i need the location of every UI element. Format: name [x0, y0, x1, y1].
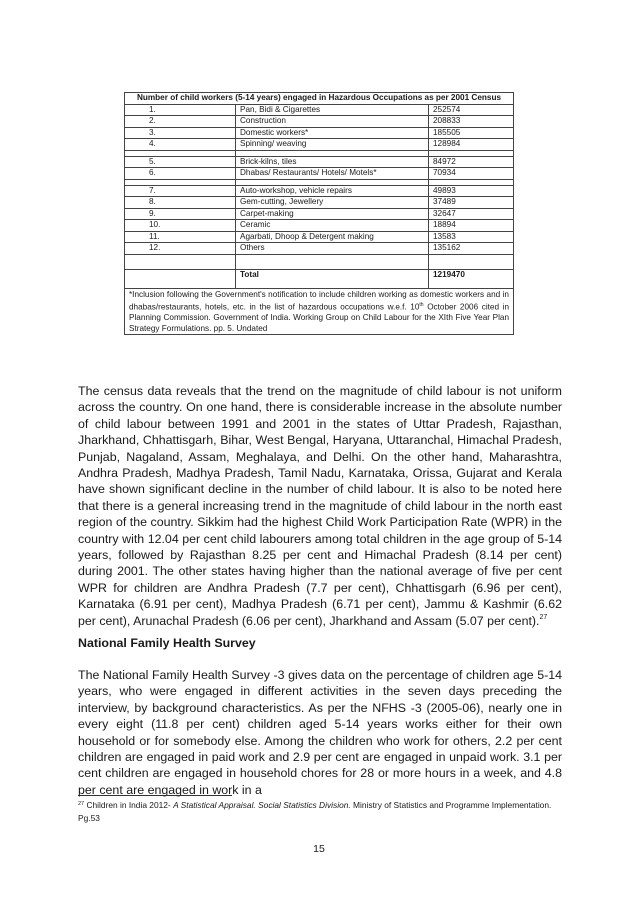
- row-count: 70934: [429, 168, 514, 180]
- page-number: 15: [313, 843, 325, 855]
- table-row: [125, 185, 514, 197]
- table-row: [125, 208, 514, 220]
- table-row: [125, 116, 514, 128]
- row-occupation: Gem-cutting, Jewellery: [236, 197, 429, 209]
- row-occupation: Carpet-making: [236, 208, 429, 220]
- table-note: *Inclusion following the Government's notification to include children working as domestic workers and in dhabas/restaurants, hotels, etc. in the list of hazardous occupations w.e.f. 10th October 2006 cited in Planning Commission. Government of India. Working Group on Child Labour for the XIth Five Year Plan Strategy Formulations. pp. 5. Undated: [125, 288, 514, 335]
- nfhs-paragraph: The National Family Health Survey -3 gives data on the percentage of children age 5-14 years, who were engaged in different activities in the seven days preceding the interview, by background characteristics. As per the NFHS -3 (2005-06), nearly one in every eight (11.8 per cent) children aged 5-14 years works either for their own household or for somebody else. Among the children who work for others, 2.2 per cent children are engaged in paid work and 2.9 per cent are engaged in unpaid work. 3.1 per cent children are engaged in household chores for 28 or more hours in a week, and 4.8 per cent are engaged in work in a: [78, 668, 562, 797]
- row-number: 9.: [125, 208, 236, 220]
- row-number: 8.: [125, 197, 236, 209]
- census-paragraph: The census data reveals that the trend on the magnitude of child labour is not uniform across the country. On one hand, there is considerable increase in the absolute number of child labour between 1991 and 2001 in the states of Uttar Pradesh, Rajasthan, Jharkhand, Chhattisgarh, Bihar, West Bengal, Haryana, Uttaranchal, Himachal Pradesh, Punjab, Nagaland, Assam, Meghalaya, and Delhi. On the other hand, Maharashtra, Andhra Pradesh, Madhya Pradesh, Tamil Nadu, Karnataka, Orissa, Gujarat and Kerala have shown significant decline in the number of child labour. It is also to be noted here that there is a general increasing trend in the magnitude of child labour in the north east region of the country. Sikkim had the highest Child Work Participation Rate (WPR) in the country with 12.04 per cent child labourers among total children in the age group of 5-14 years, followed by Rajasthan 8.25 per cent and Himachal Pradesh (8.14 per cent) during 2001. The other states having higher than the national average of five per cent WPR for children are Andhra Pradesh (7.7 per cent), Chhattisgarh (6.96 per cent), Karnataka (6.91 per cent), Madhya Pradesh (6.71 per cent), Jammu & Kashmir (6.62 per cent), Arunachal Pradesh (6.06 per cent), Jharkhand and Assam (5.07 per cent).$^{27}$: [78, 384, 562, 628]
- table-row: [125, 168, 514, 180]
- row-occupation: Others: [236, 243, 429, 255]
- row-count: 49893: [429, 185, 514, 197]
- row-occupation: Auto-workshop, vehicle repairs: [236, 185, 429, 197]
- row-count: 18894: [429, 220, 514, 232]
- row-number: 4.: [125, 139, 236, 151]
- row-occupation: Brick-kilns, tiles: [236, 156, 429, 168]
- row-count: 13583: [429, 231, 514, 243]
- row-occupation: Agarbati, Dhoop & Detergent making: [236, 231, 429, 243]
- footnote-divider: [78, 795, 232, 796]
- table-row: [125, 104, 514, 116]
- row-count: 185505: [429, 127, 514, 139]
- table-spacer-row: [125, 254, 514, 269]
- table-row: [125, 231, 514, 243]
- footnote: $^{27}$ Children in India 2012- A Statistical Appraisal. Social Statistics Division. Ministry of Statistics and Programme Implementation. Pg.53: [78, 800, 552, 823]
- table-note-row: [125, 288, 514, 335]
- section-heading: National Family Health Survey: [78, 636, 256, 650]
- row-number: 5.: [125, 156, 236, 168]
- table-row: [125, 156, 514, 168]
- row-number: 1.: [125, 104, 236, 116]
- table-row: [125, 139, 514, 151]
- total-label: Total: [236, 269, 429, 288]
- table-header-row: [125, 93, 514, 105]
- hazardous-occupations-table: [124, 92, 514, 335]
- table-row: [125, 220, 514, 232]
- row-number: 7.: [125, 185, 236, 197]
- table-total-row: [125, 269, 514, 288]
- row-occupation: Spinning/ weaving: [236, 139, 429, 151]
- row-count: 135162: [429, 243, 514, 255]
- row-number: 11.: [125, 231, 236, 243]
- row-occupation: Pan, Bidi & Cigarettes: [236, 104, 429, 116]
- hazardous-occupations-table-wrap: [124, 92, 514, 335]
- row-number: 2.: [125, 116, 236, 128]
- total-value: 1219470: [429, 269, 514, 288]
- table-row: [125, 127, 514, 139]
- row-count: 32647: [429, 208, 514, 220]
- row-count: 84972: [429, 156, 514, 168]
- table-title: Number of child workers (5-14 years) engaged in Hazardous Occupations as per 2001 Census: [125, 93, 514, 105]
- row-occupation: Domestic workers*: [236, 127, 429, 139]
- row-number: 6.: [125, 168, 236, 180]
- row-number: 10.: [125, 220, 236, 232]
- table-row: [125, 243, 514, 255]
- row-count: 208833: [429, 116, 514, 128]
- row-number: 3.: [125, 127, 236, 139]
- row-count: 37489: [429, 197, 514, 209]
- row-occupation: Dhabas/ Restaurants/ Hotels/ Motels*: [236, 168, 429, 180]
- row-count: 252574: [429, 104, 514, 116]
- row-count: 128984: [429, 139, 514, 151]
- footnote-reference: 27: [539, 613, 548, 621]
- row-number: 12.: [125, 243, 236, 255]
- table-row: [125, 197, 514, 209]
- row-occupation: Construction: [236, 116, 429, 128]
- row-occupation: Ceramic: [236, 220, 429, 232]
